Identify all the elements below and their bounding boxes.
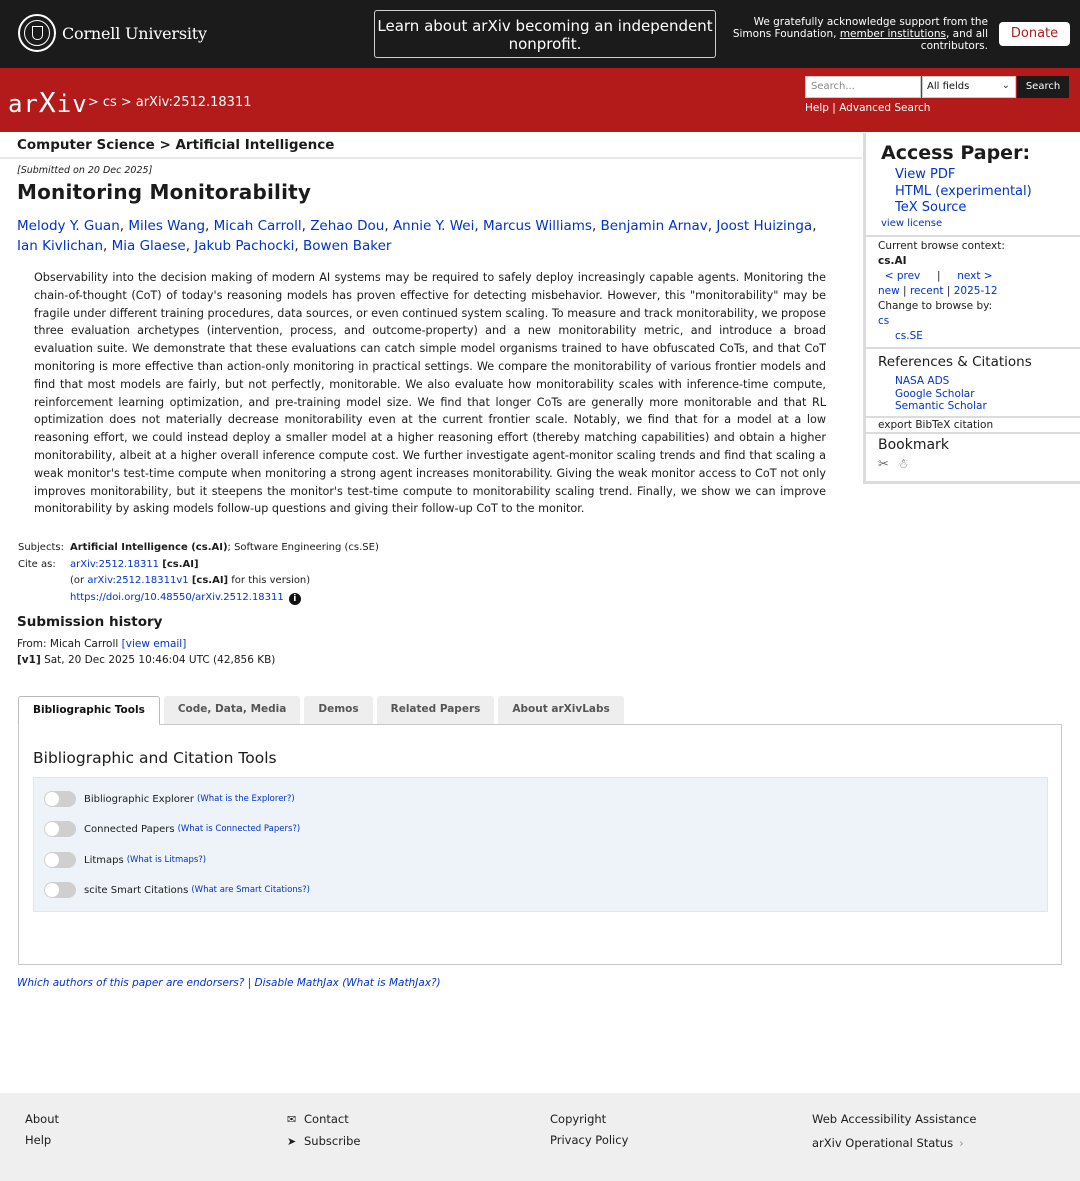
export-bibtex-link[interactable]: export BibTeX citation [878, 419, 994, 431]
footer-copyright-link[interactable]: Copyright [550, 1112, 607, 1126]
tab-about-arxivlabs[interactable]: About arXivLabs [498, 696, 623, 724]
sidebar-divider [866, 347, 1080, 349]
tab-demos[interactable]: Demos [304, 696, 372, 724]
semantic-scholar-link[interactable]: Semantic Scholar [895, 400, 987, 412]
advanced-search-link[interactable]: Advanced Search [839, 102, 931, 114]
paper-metadata: Subjects: Artificial Intelligence (cs.AI); Software Engineering (cs.SE) Cite as: arXiv:2512.18311 [cs.AI] (or arXiv:2512.18311v1 [cs.AI] for this version) https://doi.org/10.48550/arXiv.2512.18311 i [18, 542, 379, 604]
author-link[interactable]: Joost Huizinga [716, 218, 813, 234]
nonprofit-announcement[interactable]: Learn about arXiv becoming an independent nonprofit. [374, 10, 716, 58]
sidebar-divider [866, 416, 1080, 418]
breadcrumb-cs[interactable]: cs [102, 95, 117, 110]
abstract: Observability into the decision making of modern AI systems may be required to safely deploy increasingly capable agents. Monitoring the chain-of-thought (CoT) of today's reasoning models has proven effective for detecting misbehavior. However, this "monitorability" may be fragile under different training procedures, data sources, or even continued system scaling. To measure and track monitorability, we propose three evaluation archetypes (intervention, process, and outcome-property) and a new monitorability metric, and introduce a broad evaluation suite. We demonstrate that these evaluations can catch simple model organisms trained to have obfuscated CoTs, and that CoT monitoring is more effective than action-only monitoring in practical settings. We compare the monitorability of various frontier models and find that most models are fairly, but not perfectly, monitorable. We also evaluate how monitorability scales with inference-time compute, reinforcement learning optimization, and pre-training model size. We find that longer CoTs are generally more monitorable and that RL optimization does not materially decrease monitorability even at the current frontier scale. Notably, we find that for a model at a low reasoning effort, we could instead deploy a smaller model at a higher reasoning effort (thereby matching capabilities) and obtain a higher monitorability, albeit at a higher overall inference compute cost. We further investigate agent-monitor scaling trends and find that scaling a weak monitor's test-time compute when monitoring a strong agent increases monitorability. Giving the weak monitor access to CoT not only improves monitorability, but it steepens the monitor's test-time compute to monitorability scaling trend. Finally, we show we can improve monitorability by asking models follow-up questions and giving their follow-up CoT to the monitor. [34, 271, 826, 516]
endorsers-link[interactable]: Which authors of this paper are endorsers? [17, 977, 245, 989]
references-title: References & Citations [878, 354, 1032, 370]
tool-row: Connected Papers (What is Connected Papers?) [44, 820, 300, 838]
author-separator: , [185, 238, 195, 254]
disable-mathjax-link[interactable]: Disable MathJax [254, 977, 339, 989]
primary-subject: Artificial Intelligence (cs.AI) [70, 542, 228, 553]
prev-link[interactable]: < prev [884, 270, 921, 282]
browse-cs-link[interactable]: cs [878, 315, 890, 327]
author-separator: , [294, 238, 304, 254]
tool-row: scite Smart Citations (What are Smart Citations?) [44, 881, 310, 899]
author-separator: , [301, 218, 311, 234]
scite-toggle[interactable] [44, 882, 76, 898]
tools-box [33, 777, 1048, 912]
author-link[interactable]: Marcus Williams [482, 218, 592, 234]
page-title: Monitoring Monitorability [17, 180, 312, 204]
author-separator: , [103, 238, 112, 254]
tab-related-papers[interactable]: Related Papers [377, 696, 495, 724]
footer-status-link[interactable]: arXiv Operational Status › [812, 1135, 964, 1150]
next-link[interactable]: next > [957, 270, 993, 282]
cite-link[interactable]: arXiv:2512.18311 [70, 558, 160, 570]
chevron-down-icon: ⌄ [1001, 80, 1010, 91]
arxiv-header [0, 68, 1080, 132]
breadcrumb-paper-id[interactable]: arXiv:2512.18311 [135, 95, 252, 110]
site-footer [0, 1093, 1080, 1181]
top-banner [0, 0, 1080, 68]
breadcrumb: > cs > arXiv:2512.18311 [88, 95, 252, 110]
bookmark-icons[interactable]: ✂ ☃ [878, 457, 911, 472]
help-link[interactable]: Help [805, 102, 829, 114]
html-link[interactable]: HTML (experimental) [895, 183, 1032, 199]
author-link[interactable]: Micah Carroll [213, 218, 302, 234]
month-link[interactable]: 2025-12 [953, 285, 998, 297]
author-link[interactable]: Jakub Pachocki [194, 238, 295, 254]
references-links [895, 375, 987, 413]
version-link[interactable]: [v1] [17, 654, 41, 666]
acknowledgement: We gratefully acknowledge support from the Simons Foundation, member institutions, and all contributors. [732, 16, 988, 52]
bottom-links: Which authors of this paper are endorsers? | Disable MathJax (What is MathJax?) [17, 977, 441, 989]
nasa-ads-link[interactable]: NASA ADS [895, 375, 950, 387]
author-separator: , [119, 218, 129, 234]
tools-heading: Bibliographic and Citation Tools [33, 749, 277, 767]
author-link[interactable]: Zehao Dou [310, 218, 385, 234]
tab-code-data-media[interactable]: Code, Data, Media [164, 696, 301, 724]
search-field-select[interactable]: All fields ⌄ [922, 76, 1016, 98]
author-link[interactable]: Bowen Baker [303, 238, 392, 254]
search-button[interactable]: Search [1017, 76, 1069, 98]
envelope-icon: ✉ [287, 1113, 297, 1126]
author-separator: , [205, 218, 214, 234]
cornell-seal-icon [18, 14, 56, 52]
new-link[interactable]: new [878, 285, 900, 297]
access-links [895, 167, 1032, 217]
explorer-toggle[interactable] [44, 791, 76, 807]
author-link[interactable]: Mia Glaese [111, 238, 186, 254]
browse-context-value: cs.AI [878, 255, 907, 267]
footer-subscribe-link[interactable]: ➤ Subscribe [287, 1131, 361, 1153]
footer-accessibility-link[interactable]: Web Accessibility Assistance [812, 1112, 977, 1126]
tool-row: Litmaps (What is Litmaps?) [44, 851, 206, 869]
sidebar [863, 133, 1080, 484]
footer-help-link[interactable]: Help [25, 1132, 52, 1147]
view-pdf-link[interactable]: View PDF [895, 167, 956, 182]
member-institutions-link[interactable]: member institutions [839, 28, 946, 40]
chevron-right-icon: › [959, 1135, 964, 1150]
author-separator: , [591, 218, 601, 234]
browse-context: Current browse context: cs.AI < prev | next > new | recent | 2025-12 Change to browse by: cs cs.SE [878, 240, 1005, 342]
cornell-name: Cornell University [62, 23, 207, 43]
footer-privacy-link[interactable]: Privacy Policy [550, 1132, 629, 1147]
info-icon[interactable]: i [289, 593, 301, 605]
connected-papers-help-link[interactable]: (What is Connected Papers?) [177, 824, 301, 834]
tool-row: Bibliographic Explorer (What is the Explorer?) [44, 790, 295, 808]
tab-bibliographic-tools[interactable]: Bibliographic Tools [18, 696, 160, 725]
cite-v1-link[interactable]: arXiv:2512.18311v1 [87, 575, 189, 586]
access-paper-title: Access Paper: [881, 142, 1031, 164]
view-license-link[interactable]: view license [881, 218, 943, 229]
submission-history: From: Micah Carroll [view email] [v1] Sat, 20 Dec 2025 10:46:04 UTC (42,856 KB) [17, 638, 276, 666]
submission-history-title: Submission history [17, 614, 163, 630]
litmaps-toggle[interactable] [44, 852, 76, 868]
browse-cs-se-link[interactable]: cs.SE [895, 330, 923, 342]
sidebar-divider [866, 432, 1080, 434]
labs-tabs [18, 696, 628, 725]
litmaps-help-link[interactable]: (What is Litmaps?) [126, 855, 207, 865]
footer-about-link[interactable]: About [25, 1112, 60, 1126]
sidebar-divider [866, 235, 1080, 237]
author-link[interactable]: Miles Wang [128, 218, 206, 234]
bookmark-title: Bookmark [878, 437, 949, 453]
doi-link[interactable]: https://doi.org/10.48550/arXiv.2512.18311 [70, 591, 284, 603]
author-separator: , [384, 218, 393, 234]
connected-papers-toggle[interactable] [44, 821, 76, 837]
submitted-date: [Submitted on 20 Dec 2025] [17, 165, 153, 176]
search-help-links: Help | Advanced Search [805, 102, 931, 114]
explorer-help-link[interactable]: (What is the Explorer?) [197, 794, 295, 804]
cornell-logo[interactable] [18, 14, 207, 52]
footer-contact-link[interactable]: ✉ Contact [287, 1109, 361, 1131]
view-email-link[interactable]: [view email] [121, 638, 187, 650]
tex-source-link[interactable]: TeX Source [895, 200, 967, 215]
author-link[interactable]: Ian Kivlichan [17, 238, 104, 254]
author-separator: , [474, 218, 483, 234]
tab-panel [18, 724, 1062, 965]
recent-link[interactable]: recent [909, 285, 944, 297]
subject-header: Computer Science > Artificial Intelligence [0, 133, 862, 159]
scite-help-link[interactable]: (What are Smart Citations?) [191, 885, 310, 895]
author-link[interactable]: Benjamin Arnav [600, 218, 708, 234]
author-separator: , [707, 218, 717, 234]
author-link[interactable]: Melody Y. Guan [17, 218, 120, 234]
author-list [17, 216, 837, 256]
paper-plane-icon: ➤ [287, 1134, 297, 1148]
donate-button[interactable]: Donate [999, 22, 1070, 46]
google-scholar-link[interactable]: Google Scholar [895, 387, 975, 400]
author-separator: , [812, 218, 817, 234]
author-link[interactable]: Annie Y. Wei [392, 218, 475, 234]
what-is-mathjax-link[interactable]: (What is MathJax?) [342, 977, 441, 989]
search-input[interactable]: Search... [805, 76, 921, 98]
arxiv-logo[interactable]: arXiv [8, 86, 88, 119]
